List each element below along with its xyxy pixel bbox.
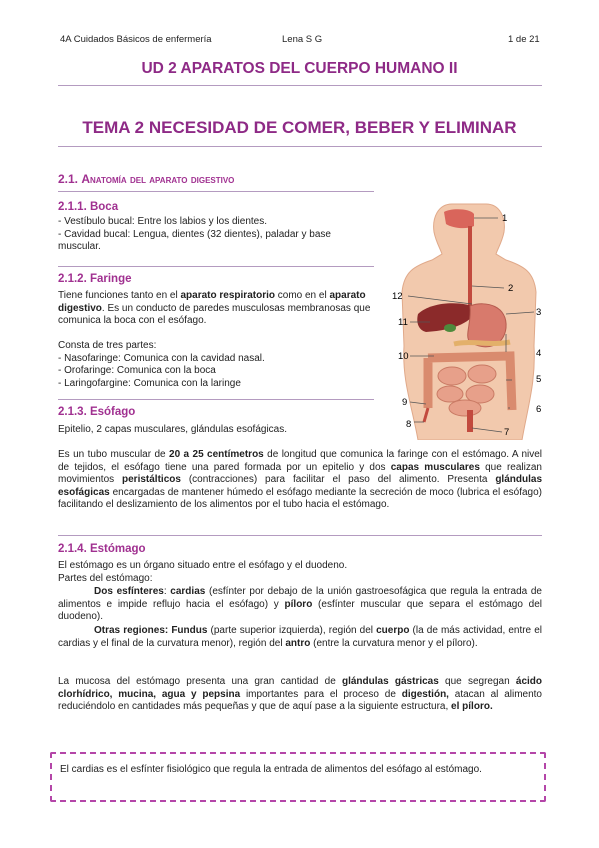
figure-label-5: 5 [536, 374, 542, 385]
estomago-esfinteres: Dos esfínteres: cardias (esfínter por debajo de la unión gastroesofágica que regula la entrada de alimentos e impide reflujo hacia el esófago) y píloro (esfínter muscular que separa el estómago del duodeno). [58, 586, 542, 622]
estomago-mucosa: La mucosa del estómago presenta una gran cantidad de glándulas gástricas que segregan ácido clorhídrico, mucina, agua y pepsina importantes para el proceso de digestión, atacan al alimento reduciéndolo en cantidades más pequeñas y que de aquí pase a la siguiente estructura, el píloro. [58, 676, 543, 712]
figure-label-9: 9 [402, 397, 408, 408]
note-text: El cardias es el esfínter fisiológico que regula la entrada de alimentos del esófago al estómago. [60, 764, 482, 775]
esofago-paragraph: Es un tubo muscular de 20 a 25 centímetros de longitud que comunica la faringe con el estómago. A nivel de tejidos, el esófago tiene una pared formada por un epitelio y dos capas musculares que realizan movimientos peristálticos (contracciones) para facilitar el paso del alimento. Presenta glándulas esofágicas encargadas de mantener húmedo el esófago mediante la secreción de moco (lubrica el esófago) facilitando el deslizamiento de los alimentos por el tubo hacia el estómago. [58, 449, 543, 510]
faringe-rule [58, 399, 374, 400]
estomago-line-1: El estómago es un órgano situado entre el esófago y el duodeno. [58, 560, 348, 571]
boca-text [58, 216, 376, 254]
estomago-line-2: Partes del estómago: [58, 572, 153, 584]
boca-title: 2.1.1. Boca [58, 201, 119, 213]
section-number: 2.1. [58, 172, 79, 186]
figure-label-6: 6 [536, 404, 542, 415]
topic-title: TEMA 2 NECESIDAD DE COMER, BEBER Y ELIMINAR [82, 118, 517, 137]
figure-label-3: 3 [536, 307, 542, 318]
faringe-part-2: - Orofaringe: Comunica con la boca [58, 365, 216, 376]
figure-label-7: 7 [504, 427, 510, 438]
section-title: Anatomía del aparato digestivo [81, 172, 235, 186]
estomago-intro [58, 560, 542, 585]
figure-label-10: 10 [398, 351, 409, 362]
faringe-part-1: - Nasofaringe: Comunica con la cavidad nasal. [58, 352, 265, 364]
faringe-title: 2.1.2. Faringe [58, 273, 132, 285]
esofago-title: 2.1.3. Esófago [58, 406, 136, 418]
header-course: 4A Cuidados Básicos de enfermería [60, 34, 212, 45]
estomago-regiones: Otras regiones: Fundus (parte superior izquierda), región del cuerpo (la de más actividad, entre el cardias y el final de la curvatura menor), región del antro (entre la curvatura menor y el píloro). [58, 625, 542, 649]
pancreas [454, 342, 510, 344]
boca-rule [58, 266, 374, 267]
figure-label-1: 1 [502, 213, 508, 224]
faringe-paragraph: Tiene funciones tanto en el aparato respiratorio como en el aparato digestivo. Es un conducto de paredes musculosas membranosas que comunica la boca con el esófago. [58, 290, 371, 326]
gallbladder [444, 324, 456, 332]
figure-label-8: 8 [406, 419, 412, 430]
mouth-cavity [444, 209, 474, 228]
header-page-number: 1 de 21 [508, 34, 540, 45]
figure-label-2: 2 [508, 283, 514, 294]
section-rule [58, 191, 374, 192]
figure-label-12: 12 [392, 291, 403, 302]
esofago-line-1: Epitelio, 2 capas musculares, glándulas esofágicas. [58, 424, 288, 435]
topic-title-rule [58, 146, 542, 147]
figure-label-4: 4 [536, 348, 542, 359]
estomago-title: 2.1.4. Estómago [58, 543, 146, 555]
esofago-rule [58, 535, 542, 536]
faringe-consta: Consta de tres partes: [58, 340, 157, 351]
boca-line-2: - Cavidad bucal: Lengua, dientes (32 dientes), paladar y base muscular. [58, 228, 331, 252]
section-heading [58, 172, 234, 186]
unit-title: UD 2 APARATOS DEL CUERPO HUMANO II [141, 60, 458, 77]
faringe-part-3: - Laringofargine: Comunica con la laringe [58, 377, 241, 389]
figure-label-11: 11 [398, 317, 408, 328]
boca-line-1: - Vestíbulo bucal: Entre los labios y los dientes. [58, 216, 268, 227]
digestive-system-figure [390, 196, 550, 440]
faringe-parts [58, 340, 378, 390]
note-box [50, 752, 546, 802]
unit-title-rule [58, 85, 542, 86]
header-author: Lena S G [282, 34, 323, 45]
